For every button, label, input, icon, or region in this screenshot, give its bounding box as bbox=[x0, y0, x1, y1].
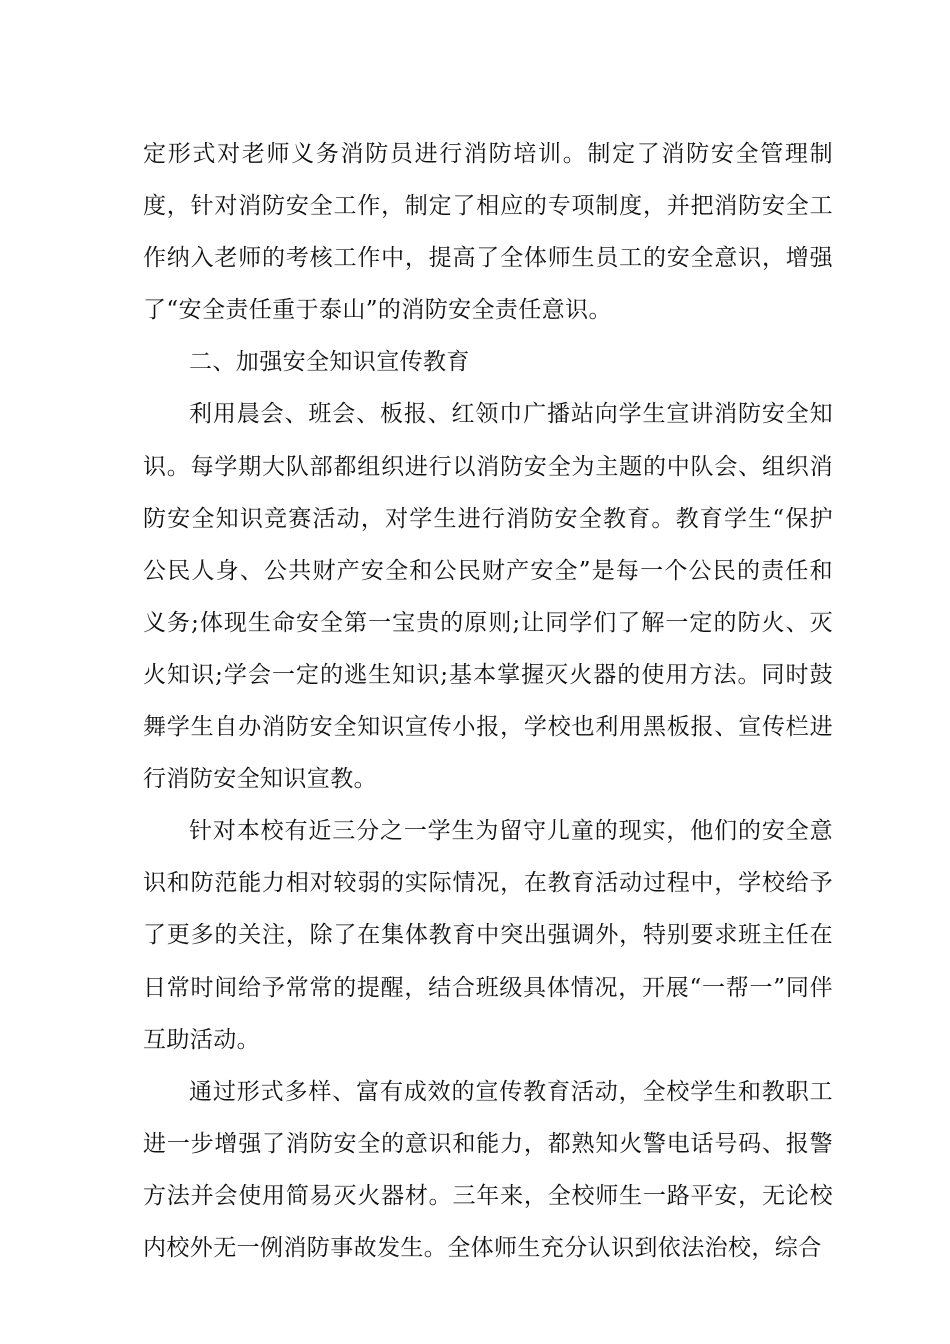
paragraph-education: 利用晨会、班会、板报、红领巾广播站向学生宣讲消防安全知识。每学期大队部都组织进行以消防安全为主题的中队会、组织消防安全知识竞赛活动，对学生进行消防安全教育。教育学生“保护公民人身、公共财产安全和公民财产安全”是每一个公民的责任和义务;体现生命安全第一宝贵的原则;让同学们了解一定的防火、灭火知识;学会一定的逃生知识;基本掌握灭火器的使用方法。同时鼓舞学生自办消防安全知识宣传小报，学校也利用黑板报、宣传栏进行消防安全知识宣教。 bbox=[143, 401, 833, 793]
paragraph-left-behind-children: 针对本校有近三分之一学生为留守儿童的现实，他们的安全意识和防范能力相对较弱的实际情况，在教育活动过程中，学校给予了更多的关注，除了在集体教育中突出强调外，特别要求班主任在日常时间给予常常的提醒，结合班级具体情况，开展“一帮一”同伴互助活动。 bbox=[143, 818, 833, 1053]
paragraph-results: 通过形式多样、富有成效的宣传教育活动，全校学生和教职工进一步增强了消防安全的意识和能力，都熟知火警电话号码、报警方法并会使用简易灭火器材。三年来，全校师生一路平安，无论校内校外无一例消防事故发生。全体师生充分认识到依法治校，综合 bbox=[143, 1078, 833, 1261]
paragraph-continuation: 定形式对老师义务消防员进行消防培训。制定了消防安全管理制度，针对消防安全工作，制定了相应的专项制度，并把消防安全工作纳入老师的考核工作中，提高了全体师生员工的安全意识，增强了“安全责任重于泰山”的消防安全责任意识。 bbox=[143, 141, 833, 324]
section-heading: 二、加强安全知识宣传教育 bbox=[189, 349, 470, 376]
document-page bbox=[143, 128, 833, 1274]
